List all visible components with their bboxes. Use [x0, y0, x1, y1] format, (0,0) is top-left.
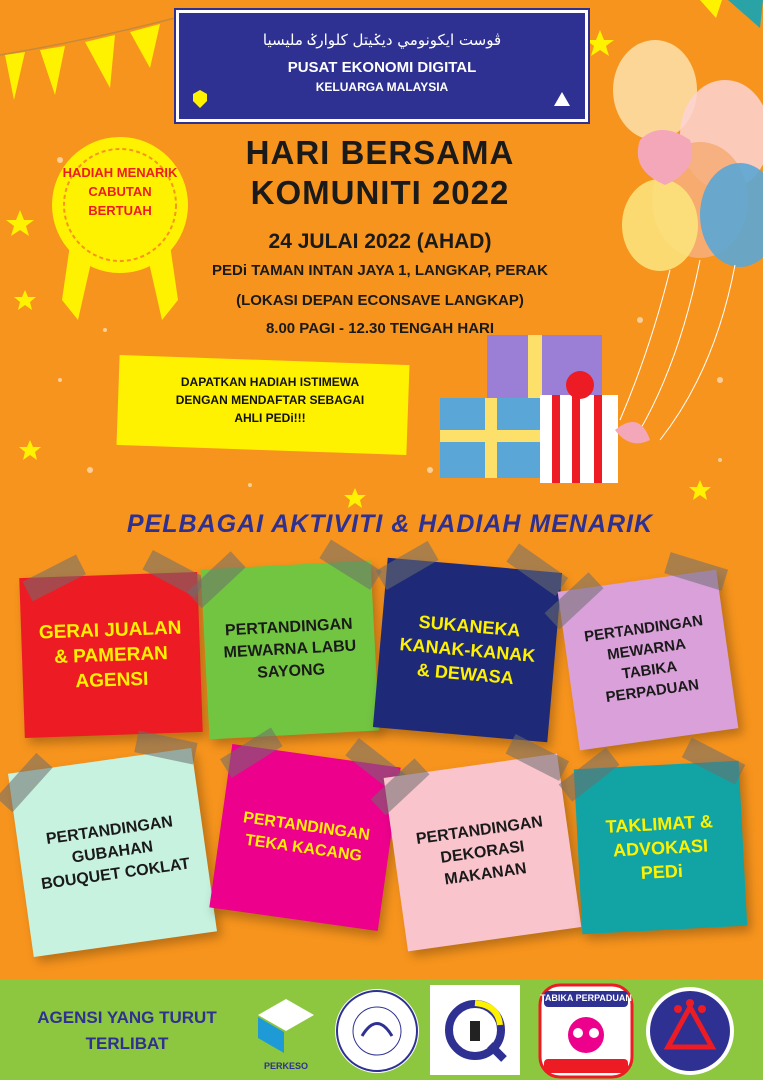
ptptn-logo: [332, 986, 422, 1076]
activity-card: [384, 754, 582, 952]
activity-card: [574, 761, 747, 934]
activity-card: [209, 744, 400, 931]
activity-label: PERTANDINGAN DEKORASI MAKANAN: [414, 812, 544, 888]
perkeso-label: PERKESO: [263, 1061, 308, 1071]
activity-label: PERTANDINGAN MEWARNA LABU SAYONG: [223, 615, 357, 682]
q-logo: [430, 985, 520, 1075]
header-title: PUSAT EKONOMI DIGITAL: [287, 59, 477, 76]
activity-card: [373, 558, 562, 743]
badge-text: HADIAH MENARIK CABUTAN BERTUAH: [62, 165, 178, 218]
header-subtitle: KELUARGA MALAYSIA: [315, 80, 449, 94]
event-title-line1: HARI BERSAMA: [245, 134, 515, 171]
event-location-note: (LOKASI DEPAN ECONSAVE LANGKAP): [236, 292, 524, 309]
event-date: 24 JULAI 2022 (AHAD): [268, 230, 492, 253]
promo-line1: DAPATKAN HADIAH ISTIMEWA: [180, 375, 360, 389]
footer-label-line2: TERLIBAT: [85, 1034, 169, 1053]
activity-label: PERTANDINGAN TEKA KACANG: [242, 808, 372, 865]
promo-line3: AHLI PEDi!!!: [234, 411, 306, 425]
activity-label: SUKANEKA KANAK-KANAK & DEWASA: [398, 611, 537, 689]
event-title-line2: KOMUNITI 2022: [250, 174, 510, 211]
activity-label: PERTANDINGAN MEWARNA TABIKA PERPADUAN: [583, 612, 705, 707]
event-time: 8.00 PAGI - 12.30 TENGAH HARI: [265, 320, 495, 337]
header-banner: [176, 10, 588, 122]
promo-line2: DENGAN MENDAFTAR SEBAGAI: [175, 393, 365, 407]
pedi-triangle-icon: [553, 91, 571, 107]
balloons: [613, 40, 763, 440]
bunting-right: [700, 0, 763, 28]
tabika-label: TABIKA PERPADUAN: [540, 993, 632, 1003]
tabika-perpaduan-logo: [538, 983, 634, 1079]
activity-card: [8, 748, 217, 957]
activity-label: GERAI JUALAN & PAMERAN AGENSI: [38, 617, 182, 692]
promo-text: [150, 373, 390, 427]
section-title: PELBAGAI AKTIVITI & HADIAH MENARIK: [126, 510, 654, 538]
crest-icon: [191, 89, 209, 109]
header-jawi-text: ڤوست ايکونومي ديݢيتل کلوارݢ مليسيا: [262, 31, 502, 49]
event-location: PEDi TAMAN INTAN JAYA 1, LANGKAP, PERAK: [212, 262, 548, 279]
activity-label: PERTANDINGAN GUBAHAN BOUQUET COKLAT: [40, 812, 191, 893]
event-title: [190, 133, 570, 213]
activity-card: [558, 570, 739, 751]
activity-card: [201, 561, 380, 740]
perpaduan-ministry-logo: [644, 985, 736, 1077]
perkeso-logo: [252, 995, 320, 1075]
footer-label-line1: AGENSI YANG TURUT: [37, 1008, 217, 1027]
gift-boxes: [440, 335, 650, 483]
bunting-left: [0, 18, 175, 100]
activity-label: TAKLIMAT & ADVOKASI PEDi: [605, 810, 714, 883]
footer-label: [12, 1005, 242, 1057]
activity-card: [19, 572, 202, 738]
